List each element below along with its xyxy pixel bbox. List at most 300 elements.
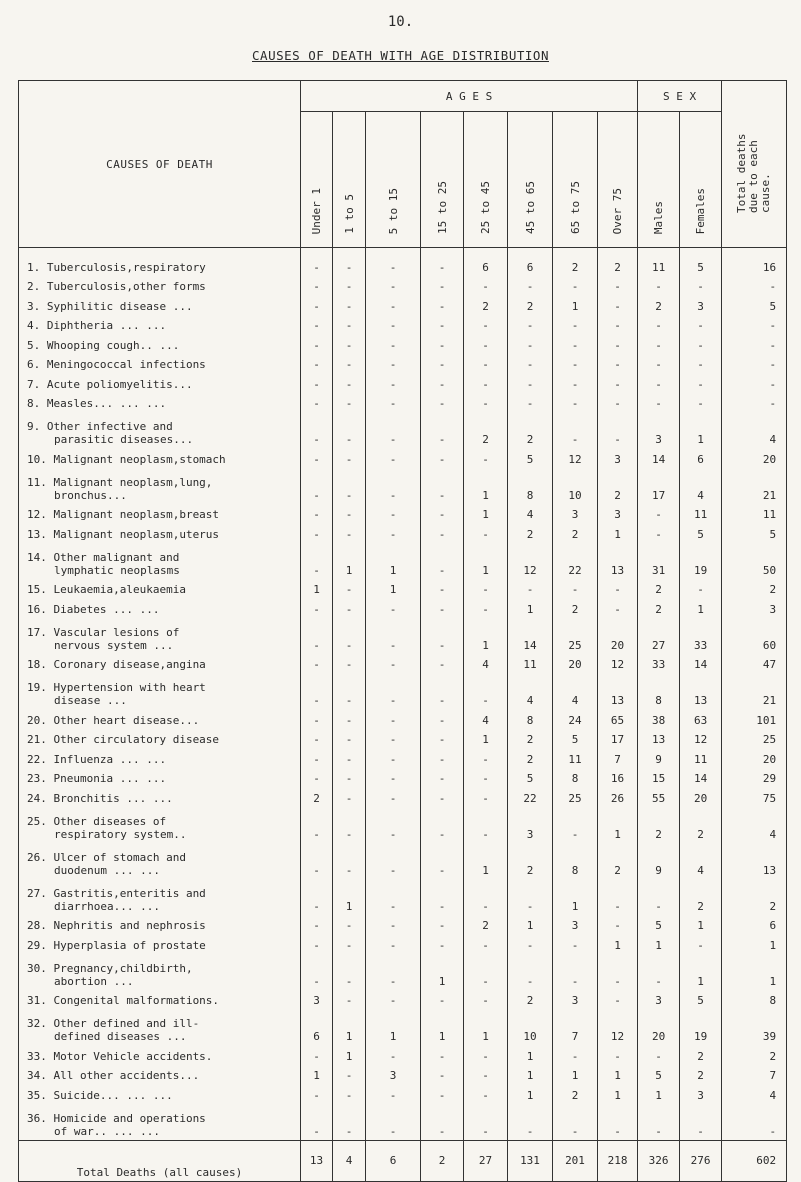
total-cell: 131 [508,1140,553,1181]
value-cell: 8 [508,709,553,729]
value-cell: - [301,393,333,413]
value-cell: 2 [722,879,787,915]
value-cell: 2 [638,579,680,599]
value-cell: 16 [598,768,638,788]
value-cell: - [333,523,366,543]
value-cell: - [301,468,333,504]
value-cell: 75 [722,787,787,807]
value-cell: 4 [508,504,553,524]
value-cell: - [722,334,787,354]
page-number: 10. [387,14,414,30]
value-cell: - [421,768,464,788]
cause-cell [19,787,301,807]
value-cell: - [421,709,464,729]
value-cell: 1 [464,618,508,654]
value-cell: - [421,673,464,709]
value-cell: 5 [680,248,722,276]
column-header-cell [333,112,366,248]
cause-label: 18. Coronary disease,angina [27,658,206,671]
value-cell: - [333,373,366,393]
value-cell: - [722,276,787,296]
value-cell: - [598,354,638,374]
value-cell: 4 [553,673,598,709]
cause-cell [19,768,301,788]
table-row [19,787,787,807]
value-cell: - [366,654,421,674]
cause-label: 35. Suicide... ... ... [27,1088,173,1102]
value-cell: - [680,934,722,954]
value-cell: - [301,654,333,674]
value-cell: 8 [553,768,598,788]
cause-label: diarrhoea... ... [54,899,160,913]
value-cell: - [421,1084,464,1104]
value-cell: 1 [553,295,598,315]
cause-label: 17. Vascular lesions of [27,625,180,639]
value-cell: 1 [638,934,680,954]
value-cell: - [464,315,508,335]
value-cell: - [598,1104,638,1141]
value-cell: - [464,1065,508,1085]
value-cell: - [638,1045,680,1065]
ages-group-header: A G E S [301,81,638,112]
total-cell: 13 [301,1140,333,1181]
value-cell: 3 [598,448,638,468]
value-cell: 5 [638,915,680,935]
value-cell: - [301,748,333,768]
cause-label: 8. Measles... ... ... [27,397,167,410]
value-cell: 16 [722,248,787,276]
value-cell: 1 [464,1009,508,1045]
cause-cell [19,709,301,729]
value-cell: 1 [722,954,787,990]
value-cell: 12 [553,448,598,468]
table-row [19,1104,787,1141]
table-row [19,990,787,1010]
value-cell: - [553,276,598,296]
value-cell: 1 [464,843,508,879]
value-cell: - [722,354,787,374]
cause-label: of war.. ... ... [54,1124,160,1138]
value-cell: 4 [722,1084,787,1104]
value-cell: - [421,373,464,393]
table-row [19,934,787,954]
value-cell: 4 [722,412,787,448]
value-cell: 4 [722,807,787,843]
value-cell: 31 [638,543,680,579]
value-cell: 2 [680,879,722,915]
column-header-cell [638,112,680,248]
value-cell: - [638,879,680,915]
value-cell: 14 [680,654,722,674]
value-cell: - [464,934,508,954]
value-cell: - [366,934,421,954]
value-cell: 2 [508,412,553,448]
value-cell: - [464,768,508,788]
value-cell: - [421,748,464,768]
value-cell: - [680,579,722,599]
value-cell: 2 [638,807,680,843]
cause-label: 22. Influenza ... ... [27,752,167,766]
value-cell: 1 [464,543,508,579]
value-cell: 1 [464,468,508,504]
value-cell: - [464,373,508,393]
value-cell: - [598,915,638,935]
value-cell: 6 [680,448,722,468]
column-header: 25 to 45 [479,181,492,234]
value-cell: - [722,373,787,393]
cause-label: 14. Other malignant and [27,550,180,564]
cause-label: 5. Whooping cough.. ... [27,338,180,352]
value-cell: - [366,729,421,749]
value-cell: - [598,315,638,335]
cause-cell [19,543,301,579]
cause-cell [19,523,301,543]
value-cell: - [722,315,787,335]
cause-label: 33. Motor Vehicle accidents. [27,1049,213,1063]
total-column-header-cell [722,81,787,248]
value-cell: 1 [598,807,638,843]
value-cell: - [333,354,366,374]
value-cell: 11 [680,504,722,524]
total-cell: 276 [680,1140,722,1181]
cause-cell [19,393,301,413]
value-cell: 6 [464,248,508,276]
value-cell: - [333,787,366,807]
value-cell: 4 [464,654,508,674]
value-cell: 3 [680,1084,722,1104]
cause-cell [19,276,301,296]
value-cell: 14 [508,618,553,654]
total-cell: 201 [553,1140,598,1181]
value-cell: 3 [553,990,598,1010]
value-cell: 1 [722,934,787,954]
value-cell: 25 [553,618,598,654]
value-cell: 2 [464,295,508,315]
value-cell: - [464,448,508,468]
value-cell: - [421,934,464,954]
value-cell: - [333,504,366,524]
value-cell: - [421,504,464,524]
value-cell: 1 [638,1084,680,1104]
value-cell: 2 [638,295,680,315]
cause-label: 7. Acute poliomyelitis... [27,377,193,391]
value-cell: 7 [553,1009,598,1045]
value-cell: 1 [553,879,598,915]
value-cell: 2 [722,579,787,599]
value-cell: 5 [722,523,787,543]
value-cell: - [301,1084,333,1104]
column-header: Females [694,187,708,234]
value-cell: 3 [301,990,333,1010]
value-cell: - [333,1065,366,1085]
value-cell: - [680,393,722,413]
value-cell: - [301,523,333,543]
value-cell: - [333,807,366,843]
value-cell: 1 [508,1065,553,1085]
cause-cell [19,334,301,354]
value-cell: - [366,990,421,1010]
value-cell: 2 [598,468,638,504]
total-row [19,1140,787,1181]
value-cell: 5 [722,295,787,315]
cause-label: 23. Pneumonia ... ... [27,772,167,785]
value-cell: 11 [508,654,553,674]
value-cell: - [301,768,333,788]
value-cell: - [366,768,421,788]
value-cell: - [421,315,464,335]
value-cell: - [301,954,333,990]
value-cell: - [333,295,366,315]
value-cell: 15 [638,768,680,788]
value-cell: - [598,295,638,315]
cause-label: 13. Malignant neoplasm,uterus [27,527,220,541]
value-cell: 1 [333,543,366,579]
value-cell: 12 [508,543,553,579]
value-cell: - [366,504,421,524]
value-cell: - [301,276,333,296]
value-cell: - [421,448,464,468]
column-header: Total deaths due to each cause. [735,133,773,213]
value-cell: - [508,373,553,393]
cause-cell [19,373,301,393]
value-cell: - [421,1104,464,1141]
value-cell: 1 [333,879,366,915]
value-cell: 27 [638,618,680,654]
cause-label: 10. Malignant neoplasm,stomach [27,452,226,466]
table-row [19,748,787,768]
value-cell: - [301,934,333,954]
total-cell: 27 [464,1140,508,1181]
column-header-cell [301,112,333,248]
value-cell: - [301,729,333,749]
value-cell: 50 [722,543,787,579]
table-row [19,468,787,504]
cause-label: abortion ... [54,974,134,988]
value-cell: - [333,315,366,335]
value-cell: - [508,934,553,954]
value-cell: 3 [638,412,680,448]
table-row [19,523,787,543]
column-header-cell [464,112,508,248]
value-cell: 2 [464,412,508,448]
value-cell: 2 [508,523,553,543]
value-cell: - [301,1104,333,1141]
value-cell: - [508,334,553,354]
value-cell: 1 [366,543,421,579]
value-cell: - [680,276,722,296]
value-cell: - [638,276,680,296]
column-header-cell [421,112,464,248]
value-cell: 19 [680,543,722,579]
value-cell: - [421,334,464,354]
causes-header: CAUSES OF DEATH [19,81,301,248]
value-cell: 1 [508,598,553,618]
value-cell: - [421,295,464,315]
table-row [19,354,787,374]
value-cell: - [553,412,598,448]
value-cell: - [508,315,553,335]
value-cell: 14 [638,448,680,468]
value-cell: - [366,276,421,296]
column-header-cell [680,112,722,248]
value-cell: - [421,598,464,618]
value-cell: 17 [638,468,680,504]
value-cell: 25 [722,729,787,749]
cause-label: 2. Tuberculosis,other forms [27,280,206,293]
value-cell: - [333,729,366,749]
value-cell: - [598,579,638,599]
cause-cell [19,990,301,1010]
cause-cell [19,729,301,749]
value-cell: 5 [508,768,553,788]
value-cell: - [333,990,366,1010]
cause-cell [19,618,301,654]
column-header: 65 to 75 [568,181,582,234]
cause-label: 26. Ulcer of stomach and [27,850,186,864]
cause-cell [19,354,301,374]
cause-cell [19,468,301,504]
value-cell: - [333,334,366,354]
value-cell: - [598,373,638,393]
value-cell: - [722,393,787,413]
value-cell: 1 [680,954,722,990]
value-cell: 17 [598,729,638,749]
value-cell: 5 [680,990,722,1010]
value-cell: - [421,248,464,276]
value-cell: - [421,354,464,374]
value-cell: - [464,954,508,990]
table-row [19,709,787,729]
cause-cell [19,748,301,768]
cause-cell [19,1104,301,1141]
value-cell: - [366,879,421,915]
value-cell: - [366,1045,421,1065]
value-cell: 13 [722,843,787,879]
table-row [19,598,787,618]
value-cell: - [598,412,638,448]
value-cell: - [366,598,421,618]
column-header-cell [598,112,638,248]
value-cell: - [421,879,464,915]
value-cell: 3 [638,990,680,1010]
value-cell: 2 [508,748,553,768]
table-row [19,543,787,579]
value-cell: 21 [722,673,787,709]
value-cell: - [366,315,421,335]
value-cell: - [333,954,366,990]
value-cell: - [680,373,722,393]
value-cell: 1 [366,1009,421,1045]
value-cell: - [464,276,508,296]
value-cell: - [301,915,333,935]
value-cell: - [598,393,638,413]
table-row [19,334,787,354]
value-cell: 33 [680,618,722,654]
table-row [19,673,787,709]
value-cell: - [366,295,421,315]
value-cell: 1 [680,412,722,448]
value-cell: 13 [598,673,638,709]
value-cell: - [464,579,508,599]
cause-cell [19,248,301,276]
value-cell: - [301,709,333,729]
value-cell: 1 [301,1065,333,1085]
value-cell: - [333,276,366,296]
value-cell: - [508,954,553,990]
value-cell: 2 [553,598,598,618]
value-cell: - [464,354,508,374]
value-cell: - [421,412,464,448]
column-header: 1 to 5 [342,194,356,234]
value-cell: - [333,1104,366,1141]
value-cell: - [333,248,366,276]
value-cell: - [464,334,508,354]
value-cell: 5 [680,523,722,543]
value-cell: 5 [553,729,598,749]
value-cell: - [366,748,421,768]
value-cell: 5 [638,1065,680,1085]
value-cell: 20 [722,748,787,768]
page-title: CAUSES OF DEATH WITH AGE DISTRIBUTION [252,48,549,63]
value-cell: 10 [508,1009,553,1045]
table-row [19,504,787,524]
value-cell: - [333,748,366,768]
cause-label: 15. Leukaemia,aleukaemia [27,583,186,596]
value-cell: 6 [722,915,787,935]
value-cell: - [508,1104,553,1141]
value-cell: - [680,315,722,335]
value-cell: - [333,1084,366,1104]
value-cell: - [301,373,333,393]
table-row [19,654,787,674]
table-row [19,954,787,990]
table-row [19,248,787,276]
cause-label: 30. Pregnancy,childbirth, [27,961,193,975]
cause-label: 27. Gastritis,enteritis and [27,886,206,900]
value-cell: 33 [638,654,680,674]
value-cell: - [333,843,366,879]
value-cell: - [598,990,638,1010]
value-cell: - [366,468,421,504]
value-cell: 2 [598,248,638,276]
value-cell: - [722,1104,787,1141]
value-cell: 6 [508,248,553,276]
column-header: Under 1 [310,187,323,234]
value-cell: - [598,1045,638,1065]
value-cell: - [301,448,333,468]
value-cell: - [464,523,508,543]
cause-label: bronchus... [54,488,127,502]
value-cell: 10 [553,468,598,504]
value-cell: 8 [722,990,787,1010]
value-cell: - [464,807,508,843]
cause-cell [19,1084,301,1104]
value-cell: - [421,468,464,504]
cause-cell [19,598,301,618]
cause-cell [19,879,301,915]
value-cell: - [553,1104,598,1141]
value-cell: 4 [508,673,553,709]
value-cell: - [638,393,680,413]
value-cell: - [638,354,680,374]
value-cell: 3 [553,915,598,935]
sex-group-header: S E X [638,81,722,112]
cause-cell [19,1045,301,1065]
value-cell: - [366,709,421,729]
total-cell: 326 [638,1140,680,1181]
cause-cell [19,295,301,315]
cause-cell [19,807,301,843]
